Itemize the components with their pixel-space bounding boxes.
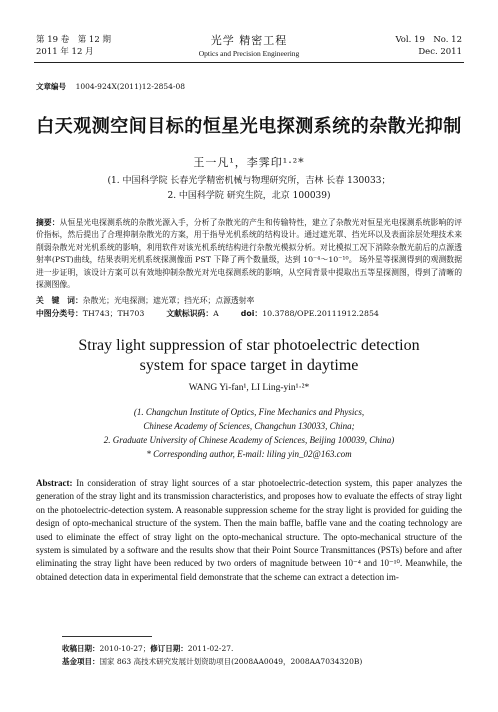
revised-date: 2011-02-27. <box>187 644 234 653</box>
clc-label: 中图分类号： <box>36 309 83 318</box>
journal-name-en: Optics and Precision Engineering <box>198 49 300 58</box>
received-label: 收稿日期： <box>62 644 100 653</box>
abstract-en-label: Abstract: <box>36 478 73 488</box>
affiliation-cn-2: 2. 中国科学院 研究生院，北京 100039) <box>167 191 331 201</box>
abstract-cn-text: 从恒星光电探测系统的杂散光源入手，分析了杂散光的产生和传输特性，建立了杂散光对恒星光电探测系统影响的评价指标，然后提出了合理抑制杂散光的方案，用于指导光机系统的结构设计。通过遮光罩、挡光环以及表面涂层处理技术来削弱杂散光对光机系统的影响，利用软件对该光机系统结构进行杂散光模拟分析。对比模拟工况下消除杂散光前后的点源透射率(PST)曲线，结果表明光机系统探测像面 PST 下降了两个数量级，达到 10⁻⁴～10⁻¹⁰。 场外星等探测得到的观测数据进一步证明，该设计方案可以有效地抑制杂散光对光电探测系统的影响，从空间背景中提取出五等星探测图，得到了清晰的探测图像。 <box>36 218 462 290</box>
footnotes <box>62 642 362 668</box>
date-en: Dec. 2011 <box>418 47 462 57</box>
volume-issue-cn: 第 19 卷 第 12 期 <box>36 35 111 45</box>
abstract-en-text: In consideration of stray light sources of a star photoelectric-detection system, this paper analyzes the generation of the stray light and its transmission characteristics, and proposes how to evaluate the effects of stray light on the photoelectric-detection system. A reasonable suppression scheme for the stray light is provided for guiding the design of opto-mechanical structure of the system. Then the main baffle, baffle vane and the coating technology are used to eliminate the effect of stray light on the opto-mechanical structure. The opto-mechanical structure of the system is simulated by a software and the results show that their Point Source Transmittances (PSTs) before and after eliminating the stray light have been reduced by two orders of magnitude between 10⁻⁴ and 10⁻¹⁰. Meanwhile, the obtained detection data in experimental field demonstrate that the scheme can extract a detection im- <box>36 478 463 582</box>
affiliation-en-1: (1. Changchun Institute of Optics, Fine Mechanics and Physics, <box>133 407 365 417</box>
footnote-divider <box>62 636 152 637</box>
keywords-cn <box>36 295 254 306</box>
affiliations-en <box>0 405 498 461</box>
classification-cn <box>36 308 379 319</box>
affiliations-cn <box>0 174 498 204</box>
abstract-en <box>36 477 462 584</box>
date-cn: 2011 年 12 月 <box>36 47 94 57</box>
title-cn: 白天观测空间目标的恒星光电探测系统的杂散光抑制 <box>36 116 462 137</box>
abstract-cn-label: 摘要： <box>36 218 60 227</box>
affiliation-en-3: 2. Graduate University of Chinese Academy of Sciences, Beijing 100039, China) <box>103 435 395 445</box>
doc-code-value: A <box>213 309 219 318</box>
doc-code-label: 文献标识码： <box>166 309 214 318</box>
journal-name-cn: 光学 精密工程 <box>210 34 288 47</box>
received-date: 2010-10-27； <box>99 644 151 653</box>
authors-en: WANG Yi-fan¹, LI Ling-yin¹·²* <box>188 383 310 393</box>
footnote-dates <box>62 642 362 655</box>
fund-text: 国家 863 高技术研究发展计划资助项目(2008AA0049，2008AA7034320B) <box>99 657 363 666</box>
authors-cn: 王一凡¹，李霁印¹·²* <box>193 156 305 169</box>
title-en-line-2: system for space target in daytime <box>139 357 359 374</box>
clc-value: TH743；TH703 <box>82 309 145 318</box>
footnote-fund <box>62 655 362 668</box>
volume-issue-en: Vol. 19 No. 12 <box>395 35 462 45</box>
corresponding-author: * Corresponding author, E-mail: liling yin_02@163.com <box>146 449 352 459</box>
header-divider <box>34 62 464 63</box>
doi-value: 10.3788/OPE.20111912.2854 <box>262 309 379 318</box>
revised-label: 修订日期： <box>150 644 188 653</box>
article-number <box>36 81 185 92</box>
affiliation-cn-1: (1. 中国科学院 长春光学精密机械与物理研究所，吉林 长春 130033； <box>107 176 391 186</box>
article-number-label: 文章编号 <box>36 82 66 91</box>
abstract-cn <box>36 217 462 291</box>
doi-label: doi： <box>240 309 263 318</box>
article-number-value: 1004-924X(2011)12-2854-08 <box>75 82 186 91</box>
title-en <box>0 336 498 376</box>
affiliation-en-2: Chinese Academy of Sciences, Changchun 130033, China; <box>143 421 355 431</box>
fund-label: 基金项目： <box>62 657 100 666</box>
keywords-cn-label: 关 键 词： <box>36 296 83 305</box>
keywords-cn-text: 杂散光；光电探测；遮光罩；挡光环；点源透射率 <box>82 296 255 305</box>
title-en-line-1: Stray light suppression of star photoelectric detection <box>78 337 420 354</box>
header-volume-en <box>395 34 462 58</box>
